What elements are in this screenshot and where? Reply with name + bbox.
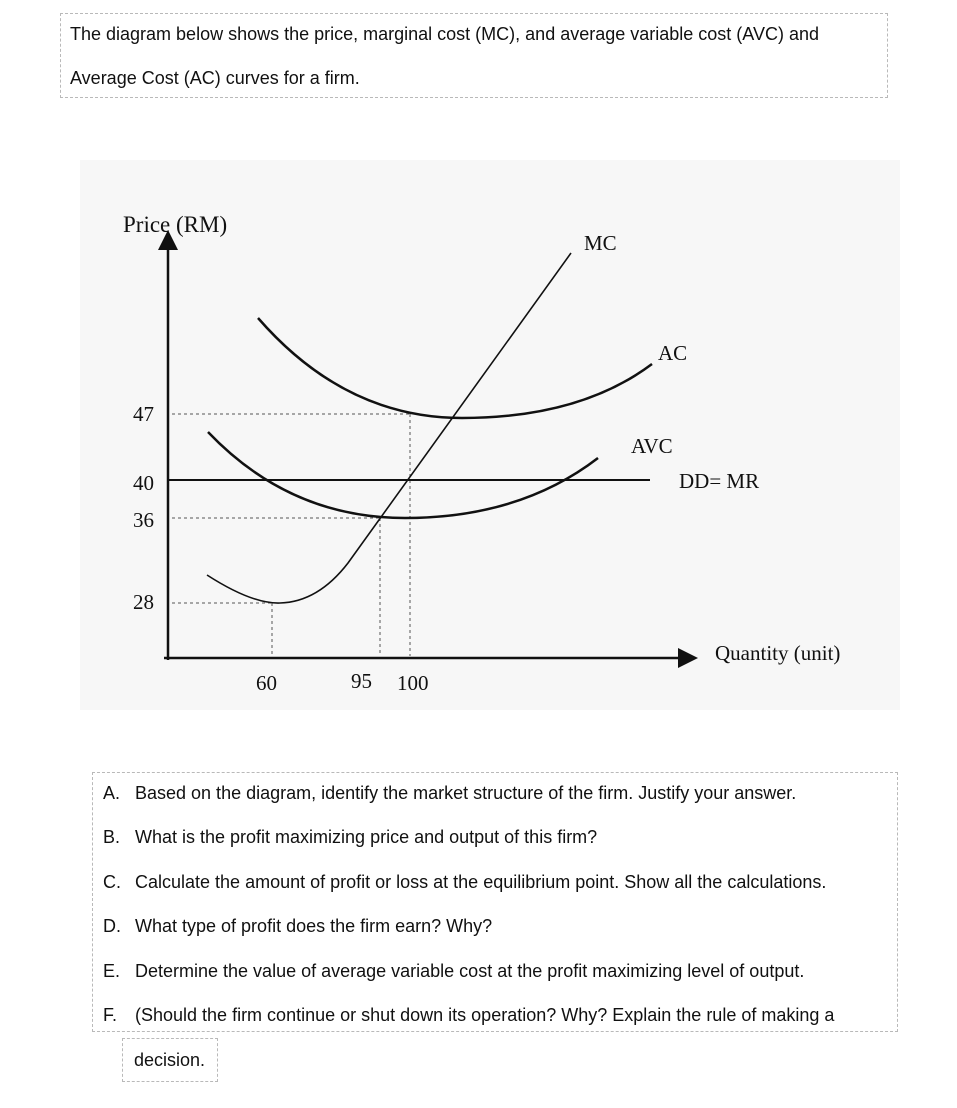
avc-label: AVC [631,434,673,458]
question-text: Calculate the amount of profit or loss at the equilibrium point. Show all the calculations. [135,872,827,892]
quantity-tick-95: 95 [351,669,372,693]
price-tick-47: 47 [133,402,154,426]
question-text: What type of profit does the firm earn? Why? [135,916,493,936]
quantity-tick-60: 60 [256,671,277,695]
avc-curve [208,432,598,518]
price-tick-36: 36 [133,508,154,532]
question-c [103,872,826,893]
intro-line-2: Average Cost (AC) curves for a firm. [70,68,360,88]
dd-mr-label: DD= MR [679,469,760,493]
question-f-continuation: decision. [134,1050,206,1070]
question-text: Determine the value of average variable cost at the profit maximizing level of output. [135,961,805,981]
question-text: What is the profit maximizing price and output of this firm? [135,827,598,847]
price-tick-40: 40 [133,471,154,495]
question-letter: C. [103,872,121,892]
question-letter: F. [103,1005,118,1025]
guide-lines [172,414,410,656]
question-letter: E. [103,961,121,981]
quantity-tick-100: 100 [397,671,429,695]
question-text: (Should the firm continue or shut down its operation? Why? Explain the rule of making a [135,1005,835,1025]
y-axis-label: Price (RM) [123,212,228,237]
question-text: Based on the diagram, identify the market structure of the firm. Justify your answer. [135,783,797,803]
question-letter: D. [103,916,121,936]
question-a [103,783,796,804]
mc-label: MC [584,231,617,255]
ac-curve [258,318,652,418]
question-f [103,1005,834,1026]
intro-line-1: The diagram below shows the price, marginal cost (MC), and average variable cost (AVC) and [70,24,819,44]
price-tick-28: 28 [133,590,154,614]
ac-label: AC [658,341,688,365]
questions-box [92,772,898,1032]
question-e [103,961,804,982]
question-b [103,827,597,848]
question-letter: A. [103,783,121,803]
question-d [103,916,492,937]
mc-curve [207,253,571,603]
x-axis-label: Quantity (unit) [715,641,841,665]
question-letter: B. [103,827,121,847]
